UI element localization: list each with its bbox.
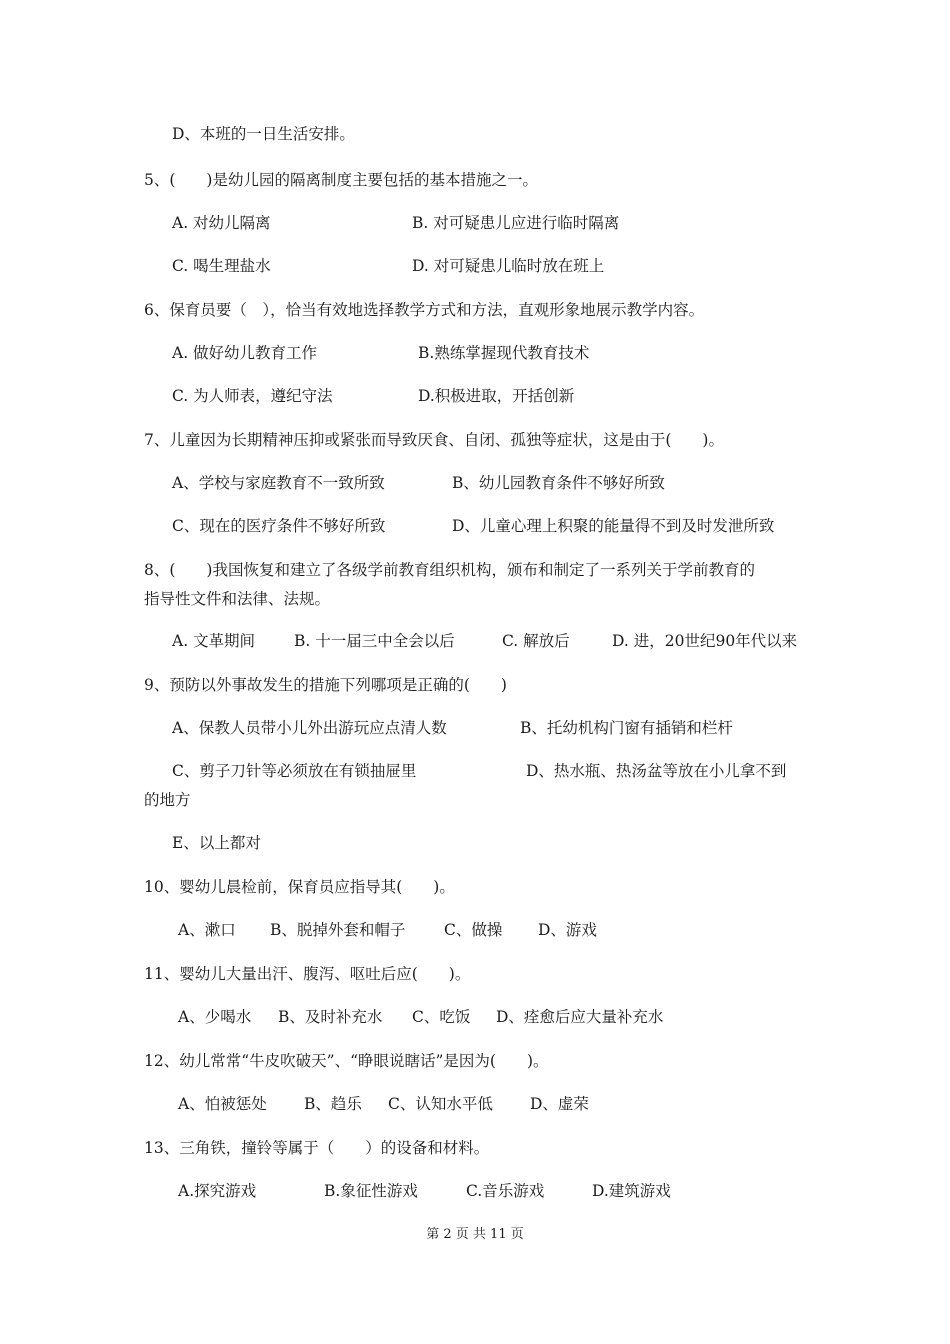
question-8-stem-line-1: 8、( )我国恢复和建立了各级学前教育组织机构，颁布和制定了一系列关于学前教育的	[144, 561, 755, 579]
question-12-option-a: A、怕被惩处	[178, 1095, 267, 1113]
question-9-option-e: E、以上都对	[172, 834, 261, 852]
question-6-option-b: B.熟练掌握现代教育技术	[418, 344, 590, 362]
question-9-option-d: D、热水瓶、热汤盆等放在小儿拿不到	[526, 762, 787, 780]
question-8-option-b: B. 十一届三中全会以后	[294, 632, 455, 650]
question-7-option-c: C、现在的医疗条件不够好所致	[172, 517, 386, 535]
question-11-option-d: D、痊愈后应大量补充水	[496, 1008, 664, 1026]
question-8-option-d: D. 进，20世纪90年代以来	[612, 632, 798, 650]
page-footer: 第 2 页 共 11 页	[426, 1227, 524, 1242]
question-13-option-d: D.建筑游戏	[592, 1182, 671, 1200]
question-10-option-a: A、漱口	[178, 921, 236, 939]
question-6-stem: 6、保育员要（ ），恰当有效地选择教学方式和方法，直观形象地展示教学内容。	[144, 301, 705, 319]
question-5-stem: 5、( )是幼儿园的隔离制度主要包括的基本措施之一。	[144, 171, 538, 189]
question-13-option-c: C.音乐游戏	[466, 1182, 545, 1200]
question-11-option-b: B、及时补充水	[278, 1008, 383, 1026]
question-13-option-a: A.探究游戏	[178, 1182, 257, 1200]
question-13-option-b: B.象征性游戏	[324, 1182, 418, 1200]
question-7-option-d: D、儿童心理上积聚的能量得不到及时发泄所致	[452, 517, 775, 535]
question-5-option-a: A. 对幼儿隔离	[172, 214, 271, 232]
question-12-option-b: B、趋乐	[304, 1095, 362, 1113]
question-9-option-a: A、保教人员带小儿外出游玩应点清人数	[172, 719, 447, 737]
question-12-option-d: D、虚荣	[530, 1095, 589, 1113]
question-11-option-c: C、吃饭	[412, 1008, 471, 1026]
question-7-option-b: B、幼儿园教育条件不够好所致	[452, 474, 665, 492]
question-7-stem: 7、儿童因为长期精神压抑或紧张而导致厌食、自闭、孤独等症状，这是由于( )。	[144, 431, 724, 449]
question-12-option-c: C、认知水平低	[388, 1095, 493, 1113]
question-9-option-b: B、托幼机构门窗有插销和栏杆	[520, 719, 733, 737]
question-10-option-d: D、游戏	[538, 921, 597, 939]
question-8-stem-line-2: 指导性文件和法律、法规。	[144, 590, 331, 608]
question-8-option-c: C. 解放后	[502, 632, 570, 650]
question-10-option-c: C、做操	[444, 921, 503, 939]
option-d-prev: D、本班的一日生活安排。	[172, 125, 355, 143]
question-9-stem: 9、预防以外事故发生的措施下列哪项是正确的( )	[144, 676, 507, 694]
question-5-option-b: B. 对可疑患儿应进行临时隔离	[412, 214, 620, 232]
question-13-stem: 13、三角铁，撞铃等属于（ ）的设备和材料。	[144, 1139, 490, 1157]
question-5-option-d: D. 对可疑患儿临时放在班上	[412, 257, 605, 275]
question-6-option-a: A. 做好幼儿教育工作	[172, 344, 318, 362]
question-8-option-a: A. 文革期间	[172, 632, 256, 650]
question-11-option-a: A、少喝水	[178, 1008, 252, 1026]
question-12-stem: 12、幼儿常常“牛皮吹破天”、“睁眼说瞎话”是因为( )。	[144, 1052, 549, 1070]
question-5-option-c: C. 喝生理盐水	[172, 257, 271, 275]
question-6-option-d: D.积极进取，开括创新	[418, 387, 575, 405]
question-9-option-d-continued: 的地方	[144, 791, 191, 809]
question-10-stem: 10、婴幼儿晨检前，保育员应指导其( )。	[144, 878, 455, 896]
question-9-option-c: C、剪子刀针等必须放在有锁抽屉里	[172, 762, 417, 780]
question-10-option-b: B、脱掉外套和帽子	[270, 921, 406, 939]
question-6-option-c: C. 为人师表，遵纪守法	[172, 387, 333, 405]
question-11-stem: 11、婴幼儿大量出汗、腹泻、呕吐后应( )。	[144, 965, 471, 983]
question-7-option-a: A、学校与家庭教育不一致所致	[172, 474, 385, 492]
